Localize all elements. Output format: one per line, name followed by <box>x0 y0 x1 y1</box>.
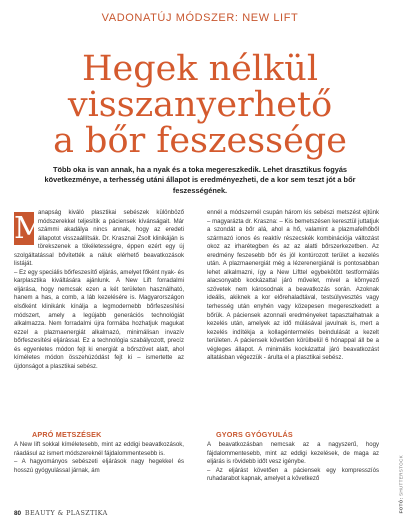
photo-credit-label: FOTÓ: <box>398 497 403 514</box>
body-paragraph: – Az eljárást követően a páciensek egy kompresszíós ruhadarabot kapnak, amelyet a következő <box>207 467 379 483</box>
page-number: 80 <box>14 510 22 517</box>
section-body-left <box>14 441 184 475</box>
intro-paragraph-wrap <box>14 209 184 269</box>
section-heading-right: GYORS GYÓGYULÁS <box>216 430 293 439</box>
kicker: VADONATÚJ MÓDSZER: NEW LIFT <box>101 12 299 24</box>
section-heading-left: APRÓ METSZÉSEK <box>32 430 102 439</box>
lead-paragraph: Több oka is van annak, ha a nyak és a toka megereszkedik. Lehet drasztikus fogyás következménye, a terhesség utáni állapot is eredményezheti, de a kor sem teszt jót a bőr feszességének. <box>44 165 356 195</box>
title-line-3: a bőr feszessége <box>53 121 347 162</box>
body-paragraph: A New lift sokkal kíméletesebb, mint az eddigi beavatkozások, ráadásul az ismert módszereknél fájdalommentesebb is. <box>14 442 184 457</box>
title-line-1: Hegek nélkül <box>81 49 319 90</box>
intro-paragraph: anapság kiváló plasztikai sebészek különböző módszerekkel teljesítik a páciensek kívánságait. Már számmi akadálya nincs annak, hogy az eredeti állapotot visszaállítsák. Dr. Krasznai Zsolt klinikáján is törekszenek a tökéletességre, éppen ezért egy új szolgáltatással bővítették a náluk elérhető beavatkozások listáját. <box>14 210 184 268</box>
article-title <box>20 49 380 162</box>
magazine-name: BEAUTY & PLASZTIKA <box>24 509 108 517</box>
body-paragraph: – Ez egy speciális bőrfeszesítő eljárás, amelyet főként nyak- és karplasztika kiváltására ajánlunk. A New Lift forradalmi eljárása, hogy nemcsak ezen a két területen használható, hanem a has, a comb, a láb kezelésére is. Magyarországon elsőként klinikánk kínálja a legmodernebb bőrfeszesítési módszert, amely a legújabb generációs technológiát alkalmazza. Nem forradalmi újra formába hozhatjuk magukat ezzel a plazmaenergiát alkalmazó, minimálisan invazív bőrfeszesítési eljárással. Ez a technológia szabályozott, precíz és egyenletes módon fejt ki energiát a bőrszövet alatt, ahol kíméletes módon összehúzódást fejt ki – ismertette az újdonságot a plasztikai sebész. <box>14 269 184 370</box>
photo-credit-source: SHUTTERSTOCK <box>398 455 403 497</box>
right-column <box>207 209 379 363</box>
drop-cap: M <box>14 211 45 246</box>
body-paragraph: A beavatkozásban nemcsak az a nagyszerű, hogy fájdalommentesebb, mint az eddigi kezelések, de maga az eljárás is rövidebb időt vesz igénybe. <box>207 442 379 466</box>
photo-credit <box>398 455 403 513</box>
left-column <box>14 209 184 371</box>
title-line-2: visszanyerhető <box>67 85 333 126</box>
section-body-right <box>207 441 379 484</box>
body-paragraph: ennél a módszernél csupán három kis sebészi metszést ejtünk – magyarázta dr. Kraszna: – Kis bemetszésen keresztül juttatjuk a szondát a bőr alá, ahol a hő, valamint a plazmafelhőből származó ionos és reaktív részecskék kombinációja változást okoz az irharétegben és az az alatti bőrszerkezetben. Az eredmény feszesebb bőr és jól kontúrozott terület a kezelés után. A plazmaenergiát még a lézerenergiánál is pontosabban lehet alkalmazni, így a New Lifttel egybekötött testformálás alacsonyabb kockázattal járó művelet, mivel a környező szövetek nem károsodnak a beavatkozás során. Azoknak ideális, akiknek a kor előrehaladtával, testsúlyvesztés vagy terhesség után enyhén vagy közepesen megereszkedett a bőrük. A páciensek azonnali eredményeket tapasztalhatnak a kezelés után, amelyek az idő múlásával javulnak is, mert a kezelés indítékja a kollagéntermelés beindulását a kezelt területen. A páciensek követően körülbelül 6 hónappal áll be a végleges állapot. A minimális kockázattal járó beavatkozást altatásban végezzük - árulta el a plasztikai sebész. <box>207 210 379 362</box>
body-paragraph: – A hagyományos sebészeti eljárások nagy hegekkel és hosszú gyógyulással járnak, ám <box>14 459 184 474</box>
page-footer <box>14 509 108 517</box>
